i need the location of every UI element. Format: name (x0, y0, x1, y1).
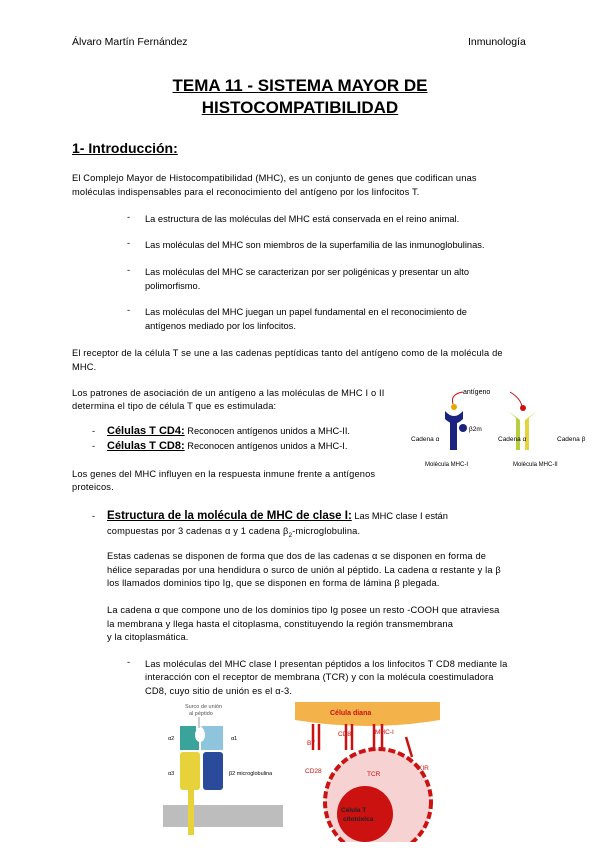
bullet-item-cont: antígenos mediado por los linfocitos. (145, 321, 296, 331)
cd28-label: CD28 (305, 768, 322, 775)
bullet-dash: - (127, 212, 131, 222)
bullet-dash: - (127, 657, 131, 667)
b2m-label: β2m (469, 426, 482, 433)
bullet-item: La estructura de las moléculas del MHC está conservada en el reino animal. (145, 214, 460, 224)
para2-line2: la membrana y llega hasta el citoplasma, constituyendo la región transmembrana (107, 619, 454, 629)
chain-alpha-label-2: Cadena α (498, 436, 527, 443)
cd8-label: Células T CD8: (107, 440, 185, 452)
page-title-line2: HISTOCOMPATIBILIDAD (201, 98, 399, 117)
patterns-line1: Los patrones de asociación de un antígeno a las moléculas de MHC I o II (72, 388, 385, 398)
tcell-label-2: citotóxica (343, 816, 374, 823)
bullet-dash: - (92, 511, 96, 521)
mhc2-beta-icon (525, 411, 537, 450)
structure-sub: 2 (288, 531, 293, 539)
tcr-label: TCR (367, 771, 381, 778)
alpha2-label: α2 (168, 736, 175, 742)
mhc2-alpha-icon (508, 411, 520, 450)
structure-line2a: compuestas por 3 cadenas α y 1 cadena β (107, 526, 289, 536)
structure-heading: Estructura de la molécula de MHC de clase I: (107, 510, 352, 522)
antigen-arrow (452, 392, 463, 404)
tcell-nucleus (337, 786, 393, 842)
cd4-item (107, 424, 350, 438)
cd8-fig-label: CD8 (338, 731, 352, 738)
b2-microglobulin-domain (203, 752, 223, 790)
bullet-item: Las moléculas del MHC juegan un papel fundamental en el reconocimiento de (145, 307, 467, 317)
mhc-tcr-icon (374, 724, 382, 750)
section-heading: 1- Introducción: (72, 140, 178, 156)
mhc1-structure-figure (163, 700, 283, 835)
structure-line2b: -microglobulina. (292, 526, 361, 536)
b2-label: β2 microglobulina (229, 771, 273, 777)
header-author: Álvaro Martín Fernández (72, 36, 188, 48)
mhc-molecules-figure (405, 384, 600, 468)
b2m-icon (459, 424, 467, 432)
para2-line1: La cadena α que compone uno de los dominios tipo Ig posee un resto -COOH que atraviesa (107, 605, 500, 615)
cd4-text: Reconocen antígenos unidos a MHC-II. (184, 426, 351, 436)
chain-beta-label: Cadena β (557, 436, 586, 443)
tcell-interaction-figure (290, 702, 440, 842)
para3-line2: interacción con el receptor de membrana (TCR) y con la molécula coestimuladora (145, 672, 494, 682)
bullet-dash: - (127, 238, 131, 248)
antigen-dot (520, 405, 526, 411)
groove-label-2: al péptido (189, 711, 213, 717)
intro-line2: moléculas indispensables para el reconocimiento del antígeno por los linfocitos T. (72, 187, 420, 197)
tcell-label: Célula T (341, 807, 367, 814)
bullet-item: Las moléculas del MHC se caracterizan por ser poligénicas y presentar un alto (145, 267, 469, 277)
structure-text: Las MHC clase I están (351, 511, 448, 521)
genes-line2: proteicos. (72, 482, 114, 492)
bullet-dash: - (127, 305, 131, 315)
receptor-line1: El receptor de la célula T se une a las cadenas peptídicas tanto del antígeno como de la molécula de (72, 348, 503, 358)
antigen-label: antígeno (463, 389, 491, 396)
alpha1-label: α1 (231, 736, 238, 742)
para3-line3: CD8, cuyo sitio de unión es el α-3. (145, 686, 293, 696)
mhc1-alpha-stem (450, 420, 457, 450)
cd8-item (107, 439, 347, 453)
peptide-groove (195, 728, 205, 742)
mhc2-label: Molécula MHC-II (513, 462, 558, 468)
groove-label: Surco de unión (185, 704, 222, 710)
para1-line1: Estas cadenas se disponen de forma que dos de las cadenas α se disponen en forma de (107, 551, 487, 561)
cd4-label: Células T CD4: (107, 425, 185, 437)
para3-line1: Las moléculas del MHC clase I presentan péptidos a los linfocitos T CD8 mediante la (145, 659, 508, 669)
bullet-dash: - (92, 426, 96, 436)
receptor-line2: MHC. (72, 362, 97, 372)
para1-line3: los llamados dominios tipo Ig, que se disponen en forma de lámina β plegada. (107, 578, 440, 588)
kir-icon (406, 737, 412, 757)
genes-line1: Los genes del MHC influyen en la respuesta inmune frente a antígenos (72, 469, 376, 479)
para1-line2: hélice separadas por una hendidura o surco de unión al péptido. La cadena α restante y la β (107, 565, 501, 575)
patterns-line2: determina el tipo de célula T que es estimulada: (72, 401, 277, 411)
mhc-fig-label: MHC-I (375, 729, 394, 736)
membrane (163, 805, 283, 827)
alpha3-domain (180, 752, 200, 790)
header-subject: Inmunología (468, 36, 526, 48)
alpha3-label: α3 (168, 771, 175, 777)
structure-line1 (107, 508, 448, 524)
chain-alpha-label: Cadena α (411, 436, 440, 443)
target-cell-label: Célula diana (330, 710, 372, 717)
cd8-text: Reconocen antígenos unidos a MHC-I. (184, 441, 348, 451)
intro-line1: El Complejo Mayor de Histocompatibilidad (MHC), es un conjunto de genes que codifican unas (72, 173, 477, 183)
para2-line3: y la citoplasmática. (107, 632, 189, 642)
antigen-arrow (510, 392, 522, 406)
bullet-item-cont: polimorfismo. (145, 281, 201, 291)
bullet-dash: - (92, 441, 96, 451)
kir-label: KIR (418, 765, 429, 772)
structure-line2 (107, 524, 360, 543)
antigen-dot (451, 404, 457, 410)
bullet-dash: - (127, 265, 131, 275)
transmembrane-region (188, 790, 194, 835)
b7-label: B7 (307, 740, 315, 747)
bullet-item: Las moléculas del MHC son miembros de la superfamilia de las inmunoglobulinas. (145, 240, 485, 250)
page-title-line1: TEMA 11 - SISTEMA MAYOR DE (172, 76, 428, 95)
mhc1-label: Molécula MHC-I (425, 462, 469, 468)
